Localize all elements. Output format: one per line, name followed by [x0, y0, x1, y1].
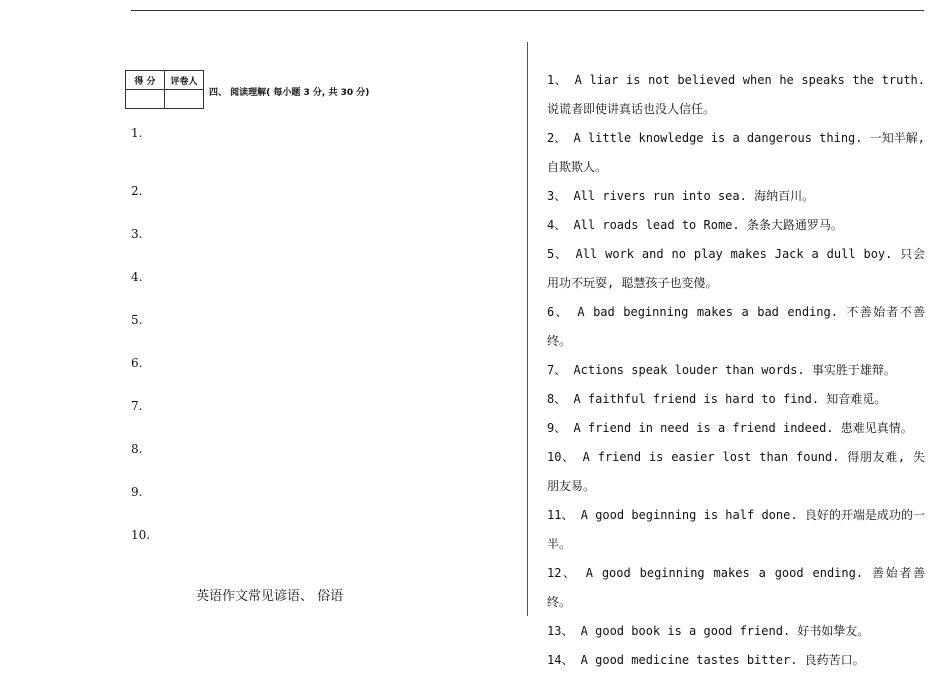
- answer-number: 6.: [131, 356, 143, 370]
- proverb-item: 12、 A good beginning makes a good ending. 善始者善终。: [547, 566, 925, 609]
- proverb-item: 9、 A friend in need is a friend indeed. 患难见真情。: [547, 421, 913, 435]
- proverb-item: 5、 All work and no play makes Jack a dull boy. 只会用功不玩耍, 聪慧孩子也变傻。: [547, 247, 925, 290]
- grader-cell[interactable]: [165, 90, 204, 109]
- proverb-item: 13、 A good book is a good friend. 好书如挚友。: [547, 624, 870, 638]
- answer-number: 8.: [131, 442, 143, 456]
- answer-number: 5.: [131, 313, 143, 327]
- proverb-item: 11、 A good beginning is half done. 良好的开端是成功的一半。: [547, 508, 925, 551]
- top-rule: [131, 10, 924, 11]
- answer-number: 7.: [131, 399, 143, 413]
- answer-number: 2.: [131, 184, 143, 198]
- proverb-item: 14、 A good medicine tastes bitter. 良药苦口。: [547, 653, 865, 667]
- score-cell[interactable]: [126, 90, 165, 109]
- proverb-item: 4、 All roads lead to Rome. 条条大路通罗马。: [547, 218, 843, 232]
- answer-number: 4.: [131, 270, 143, 284]
- score-label: 得 分: [126, 71, 165, 90]
- answer-number: 10.: [131, 528, 151, 542]
- proverb-item: 6、 A bad beginning makes a bad ending. 不善始者不善终。: [547, 305, 925, 348]
- section-heading: 四、 阅读理解( 每小题 3 分, 共 30 分): [209, 88, 370, 98]
- proverb-item: 1、 A liar is not believed when he speaks the truth. 说谎者即使讲真话也没人信任。: [547, 73, 925, 116]
- proverb-item: 2、 A little knowledge is a dangerous thing. 一知半解,自欺欺人。: [547, 131, 925, 174]
- proverb-item: 10、 A friend is easier lost than found. 得朋友难, 失朋友易。: [547, 450, 925, 493]
- column-divider: [527, 42, 528, 616]
- proverb-list: [547, 66, 925, 675]
- answer-number: 3.: [131, 227, 143, 241]
- answer-number: 9.: [131, 485, 143, 499]
- grader-label: 评卷人: [165, 71, 204, 90]
- proverb-item: 7、 Actions speak louder than words. 事实胜于雄辩。: [547, 363, 896, 377]
- score-table: [125, 70, 204, 109]
- document-title: 英语作文常见谚语、 俗语: [196, 589, 344, 604]
- answer-number: 1.: [131, 126, 143, 140]
- proverb-item: 3、 All rivers run into sea. 海纳百川。: [547, 189, 815, 203]
- proverb-item: 8、 A faithful friend is hard to find. 知音难觅。: [547, 392, 887, 406]
